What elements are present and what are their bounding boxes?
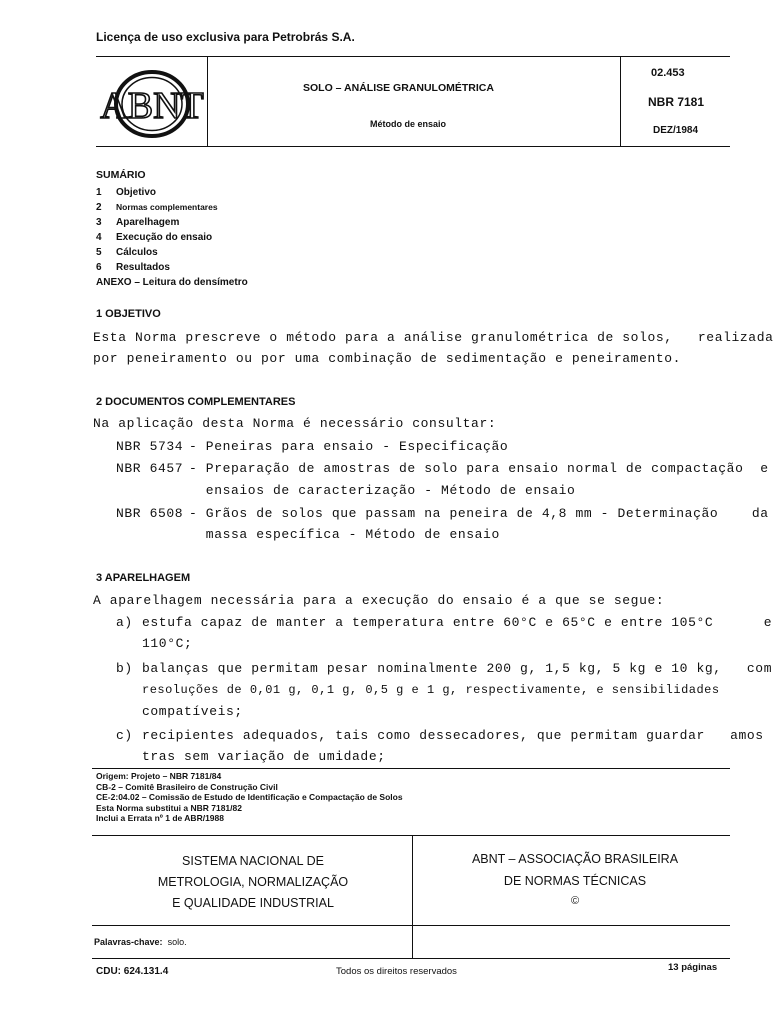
sec3-intro: A aparelhagem necessária para a execução do ensaio é a que se segue: [93,593,665,608]
origin-divider [92,768,730,769]
abnt-line: ABNT – ASSOCIAÇÃO BRASILEIRA [471,852,679,866]
summary-item: 4 Execução do ensaio [96,232,213,243]
logo-text: ABNT [100,85,204,127]
sinmetro-line: SISTEMA NACIONAL DE [182,854,324,868]
origin-line: CB-2 – Comitê Brasileiro de Construção Civil [96,781,278,792]
abnt-line: DE NORMAS TÉCNICAS [503,874,647,888]
summary-item: 5 Cálculos [96,247,158,258]
copyright-icon: © [570,895,580,907]
summary-item: 3 Aparelhagem [96,217,180,228]
doc-subtitle: Método de ensaio [370,119,447,129]
abnt-block [420,848,730,910]
summary-heading: SUMÁRIO [96,169,146,181]
abnt-logo [100,68,204,140]
sec1-title: 1 OBJETIVO [96,308,161,320]
summary-item: 1 Objetivo [96,187,157,198]
doc-date: DEZ/1984 [653,125,699,136]
keywords-value: solo. [167,937,187,947]
cdu: CDU: 624.131.4 [96,966,169,977]
sinmetro-line: E QUALIDADE INDUSTRIAL [172,896,334,910]
page-count: 13 páginas [668,962,718,973]
summary [96,168,248,290]
sec2-intro: Na aplicação desta Norma é necessário consultar: [93,416,497,431]
summary-item: 2 Normas complementares [96,202,218,213]
item-letter: a) [116,615,133,630]
ref-text: ensaios de caracterização - Método de ensaio [189,483,576,498]
license-line: Licença de uso exclusiva para Petrobrás S.A. [96,30,355,44]
sec2-title: 2 DOCUMENTOS COMPLEMENTARES [96,396,296,408]
doc-norm: NBR 7181 [648,95,705,109]
origin-line: Esta Norma substitui a NBR 7181/82 [96,802,242,813]
doc-title: SOLO – ANÁLISE GRANULOMÉTRICA [303,82,494,94]
sinmetro-line: METROLOGIA, NORMALIZAÇÃO [157,875,349,889]
ref-code: NBR 6508 [116,506,184,521]
item-text: 110°C; [142,636,193,651]
keywords-label: Palavras-chave: [94,937,163,947]
item-letter: b) [116,661,133,676]
ref-text: - Peneiras para ensaio - Especificação [189,439,509,454]
origin-line: Inclui a Errata nº 1 de ABR/1988 [96,813,224,823]
summary-item: 6 Resultados [96,262,170,273]
item-text: resoluções de 0,01 g, 0,1 g, 0,5 g e 1 g, respectivamente, e sensibilidades [142,683,720,697]
ref-text: massa específica - Método de ensaio [189,527,500,542]
sec1-line: Esta Norma prescreve o método para a análise granulométrica de solos, realizada [93,330,774,345]
ref-text: - Preparação de amostras de solo para ensaio normal de compactação e [189,461,769,476]
sec1-line: por peneiramento ou por uma combinação de sedimentação e peneiramento. [93,351,682,366]
origin-block [96,771,403,824]
item-text: estufa capaz de manter a temperatura entre 60°C e 65°C e entre 105°C e [142,615,773,630]
origin-line: CE-2:04.02 – Comissão de Estudo de Identificação e Compactação de Solos [96,792,403,802]
ref-code: NBR 6457 [116,461,184,476]
sinmetro-block [120,851,386,914]
rights: Todos os direitos reservados [336,966,457,977]
sec3-title: 3 APARELHAGEM [96,572,191,584]
item-text: balanças que permitam pesar nominalmente 200 g, 1,5 kg, 5 kg e 10 kg, com [142,661,773,676]
origin-line: Origem: Projeto – NBR 7181/84 [96,771,222,781]
ref-text: - Grãos de solos que passam na peneira de 4,8 mm - Determinação da [189,506,769,521]
keywords [94,937,187,947]
summary-annex: ANEXO – Leitura do densímetro [96,277,248,288]
item-text: recipientes adequados, tais como dessecadores, que permitam guardar amos [142,728,764,743]
item-text: tras sem variação de umidade; [142,749,386,764]
doc-code: 02.453 [651,67,685,79]
item-text: compatíveis; [142,704,243,719]
item-letter: c) [116,728,133,743]
ref-code: NBR 5734 [116,439,184,454]
